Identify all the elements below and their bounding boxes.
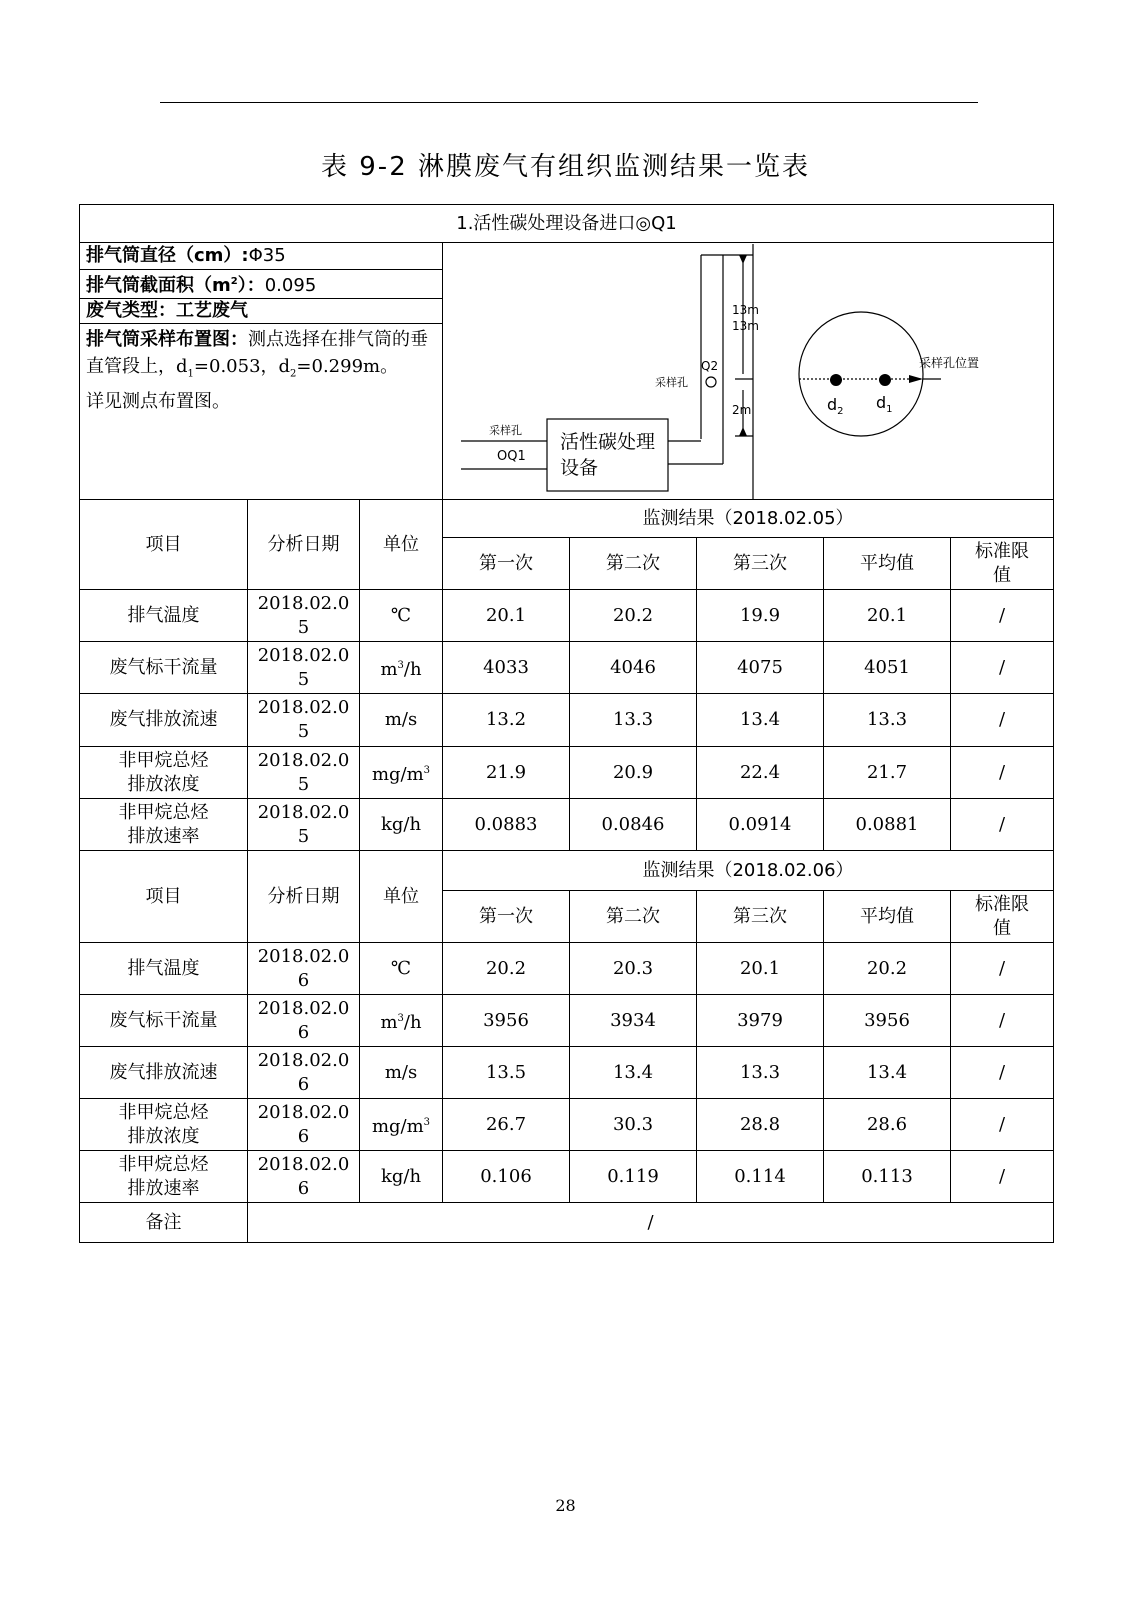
table-row: 非甲烷总烃 排放速率 2018.02.0 5 kg/h 0.0883 0.0846 0.0914 0.0881 / xyxy=(80,799,1054,851)
point-d2-icon xyxy=(830,374,842,386)
page-number: 28 xyxy=(555,1496,576,1515)
svg-text:OQ1: OQ1 xyxy=(497,448,526,464)
result-title: 监测结果（2018.02.05） xyxy=(443,500,1054,538)
remarks-value: / xyxy=(248,1203,1054,1243)
svg-text:d1: $d_1$ xyxy=(876,392,893,415)
layout-desc-cell: 排气筒采样布置图：测点选择在排气筒的垂直管段上，$d_1=0.053$，$d_2=0.299m$。 详见测点布置图。 xyxy=(80,324,443,500)
svg-text:13m: 13m xyxy=(732,302,759,317)
svg-text:活性碳处理: 活性碳处理 xyxy=(560,430,656,453)
table-row: 废气标干流量 2018.02.0 5 $m^3/h$ 4033 4046 4075 4051 / xyxy=(80,642,1054,694)
header-date: 分析日期 xyxy=(248,500,360,590)
result-title: 监测结果（2018.02.06） xyxy=(443,851,1054,891)
header-rule xyxy=(160,102,978,103)
svg-text:设备: 设备 xyxy=(560,456,599,479)
monitoring-table xyxy=(79,204,1054,1243)
header-item: 项目 xyxy=(80,500,248,590)
header-date: 分析日期 xyxy=(248,851,360,943)
svg-text:Q2: Q2 xyxy=(701,358,719,373)
header-second: 第二次 xyxy=(570,891,697,943)
sampling-layout-svg xyxy=(443,244,1053,499)
area-cell: 排气筒截面积$(m^2)$：0.095 xyxy=(80,270,443,299)
table-row: 废气标干流量 2018.02.0 6 $m^3/h$ 3956 3934 3979 3956 / xyxy=(80,995,1054,1047)
header-avg: 平均值 xyxy=(824,891,951,943)
svg-text:采样孔位置: 采样孔位置 xyxy=(919,355,980,370)
sampling-diagram xyxy=(443,243,1054,500)
gas-type-cell: 废气类型：工艺废气 xyxy=(80,299,443,324)
point-d1-icon xyxy=(879,374,891,386)
svg-text:采样孔: 采样孔 xyxy=(489,423,522,437)
table-title: 表 9-2 淋膜废气有组织监测结果一览表 xyxy=(321,152,810,182)
svg-text:13m: 13m xyxy=(732,318,759,333)
diameter-cell: 排气筒直径（cm）:Φ35 xyxy=(80,243,443,270)
table-row: 废气排放流速 2018.02.0 6 m/s 13.5 13.4 13.3 13.4 / xyxy=(80,1047,1054,1099)
table-row: 排气温度 2018.02.0 5 ℃ 20.1 20.2 19.9 20.1 / xyxy=(80,590,1054,642)
header-first: 第一次 xyxy=(443,891,570,943)
header-second: 第二次 xyxy=(570,538,697,590)
header-item: 项目 xyxy=(80,851,248,943)
section-title: 1.活性碳处理设备进口◎Q1 xyxy=(80,205,1054,243)
svg-text:采样孔: 采样孔 xyxy=(655,375,688,389)
table-row: 废气排放流速 2018.02.0 5 m/s 13.2 13.3 13.4 13.3 / xyxy=(80,694,1054,747)
header-avg: 平均值 xyxy=(824,538,951,590)
header-third: 第三次 xyxy=(697,891,824,943)
table-row: 非甲烷总烃 排放速率 2018.02.0 6 kg/h 0.106 0.119 0.114 0.113 / xyxy=(80,1151,1054,1203)
header-limit: 标准限 值 xyxy=(951,891,1054,943)
header-unit: 单位 xyxy=(360,500,443,590)
header-third: 第三次 xyxy=(697,538,824,590)
table-row: 非甲烷总烃 排放浓度 2018.02.0 5 $mg/m^3$ 21.9 20.9 22.4 21.7 / xyxy=(80,747,1054,799)
svg-text:2m: 2m xyxy=(732,402,752,417)
header-unit: 单位 xyxy=(360,851,443,943)
table-row: 排气温度 2018.02.0 6 ℃ 20.2 20.3 20.1 20.2 / xyxy=(80,943,1054,995)
remarks-label: 备注 xyxy=(80,1203,248,1243)
svg-text:d2: $d_2$ xyxy=(827,394,844,417)
table-row: 非甲烷总烃 排放浓度 2018.02.0 6 $mg/m^3$ 26.7 30.3 28.8 28.6 / xyxy=(80,1099,1054,1151)
header-limit: 标准限 值 xyxy=(951,538,1054,590)
header-first: 第一次 xyxy=(443,538,570,590)
